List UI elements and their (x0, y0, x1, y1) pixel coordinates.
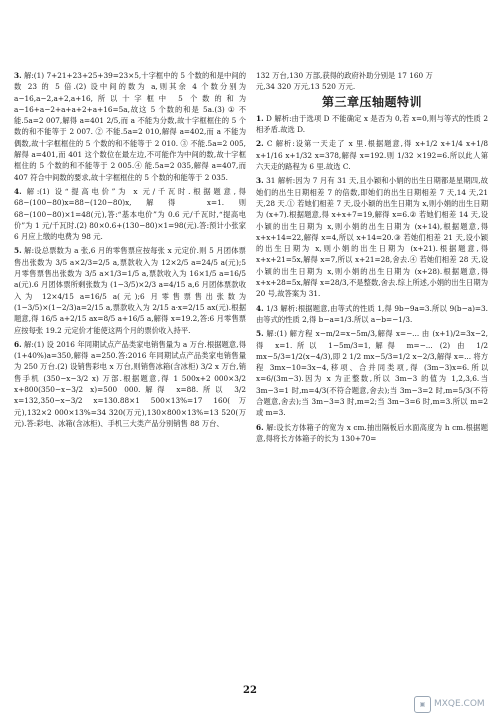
right-answer-3 (256, 175, 488, 299)
page-number: 22 (243, 685, 257, 696)
watermark-logo-icon: ▣ (414, 696, 431, 713)
left-answer-list (14, 70, 246, 432)
right-answer-6 (256, 422, 488, 445)
answer-text: 解:设总票数为 a 张,6 月的零售票应按每张 x 元定价.则 5 月团体票售出张数为 3/5 a×2/3=2/5 a,票款收入为 12×2/5 a=24/5 a(元);5 月零售票售出张数为 3/5 a×1/3=1/5 a,票款收入为 16×1/5 a=16/5 a(元).6 月团体票所剩张数为 (1−3/5)×2/3 a=4/15 a,6 月团体票款收入为 12×4/15 a=16/5 a(元);6 月零售票售出张数为 (1−3/5)×(1−2/3)a=2/15 a,票款收入为 2/15 a·x=2/15 ax(元).根据题意,得 16/5 a+2/15 ax=8/5 a+16/5 a,解得 x=19.2,答:6 月零售票应按每张 19.2 元定价才能使这两个月的票价收入持平. (14, 246, 246, 335)
spacer (256, 444, 488, 447)
right-answer-4 (256, 303, 488, 326)
answer-number: 4. (14, 186, 22, 196)
spacer (14, 429, 246, 432)
answer-text: 解:(1) 设 2016 年同期试点产品类家电销售量为 a 万台.根据题意,得 (1+40%)a=350,解得 a=250.答:2016 年同期试点产品类家电销售量为 250 万台.(2) 设销售彩电 x 万台,则销售冰箱(含冰柜) 3/2 x 万台,销售手机 (350−x−3/2 x) 万部.根据题意,得 1 500x+2 000×3/2 x+800(350−x−3/2 x)=500 000.解得 x=88.所以 3/2 x=132,350−x−3/2 x=130.88×1 500×13%=17 160(万元),132×2 000×13%=34 320(万元),130×800×13%=13 520(万元).答:彩电、冰箱(含冰柜)、手机三大类产品分别销售 88 万台、 (14, 339, 246, 428)
right-answer-2 (256, 138, 488, 172)
answer-number: 6. (256, 422, 264, 432)
answer-text: 解:(1) 设“提高电价”为 x 元/千瓦时.根据题意,得 68−(100−80)x=88−(120−80)x,解得 x=1.则 68−(100−80)×1=48(元),答:“基本电价”为 0.6 元/千瓦时,“提高电价”为 1 元/千瓦时.(2) 80×0.6+(130−80)×1=98(元).答:预计小张家 6 月应上缴的电费为 98 元. (14, 186, 246, 242)
left-answer-2 (14, 186, 246, 242)
answer-number: 2. (256, 139, 264, 149)
watermark (414, 694, 492, 714)
answer-text: 解:(1) 解方程 x−m/2=x−5m/3,解得 x=−... 由 (x+1)/2=3x−2,得 x=1.所以 1−5m/3=1,解得 m=−... (2) 由 1/2 mx−5/3=1/2(x−4/3),即 2 1/2 mx−5/3=1/2 x−2/3,解得 x=... 将方程 3mx−10=3x−4,移项、合并同类项,得 (3m−3)x=6.所以 x=6/(3m−3).因为 x 为正整数,所以 3m−3 的值为 1,2,3,6.当 3m−3=1 时,m=4/3(不符合题意,舍去);当 3m−3=2 时,m=5/3(不符合题意,舍去);当 3m−3=3 时,m=2;当 3m−3=6 时,m=3.所以 m=2 或 m=3. (256, 329, 488, 418)
answer-text: C 解析:设第一天走了 x 里.根据题意,得 x+1/2 x+1/4 x+1/8 x+1/16 x+1/32 x=378,解得 x=192.则 1/32 ×192=6.所以此人第六天走的路程为 6 里.故选 C. (256, 139, 488, 172)
right-column (256, 70, 488, 447)
chapter-title: 第三章压轴题特训 (321, 94, 422, 109)
right-answer-list (256, 113, 488, 447)
answer-text: 解:设长方体箱子的宽为 x cm.抽出隔板后水面高度为 h cm.根据题意,得将长方体箱子的长为 130+70= (256, 422, 488, 443)
right-top-line-1: 132 万台,130 万部,获得的政府补助分别是 17 160 万 (256, 71, 433, 80)
left-answer-4 (14, 339, 246, 429)
answer-number: 3. (14, 71, 22, 80)
left-column (14, 70, 246, 432)
right-answer-1 (256, 113, 488, 136)
answer-text: D 解析:由于选项 D 不能确定 x 是否为 0,若 x=0,则与等式的性质 2 相矛盾.故选 D. (256, 113, 488, 135)
left-answer-1 (14, 70, 246, 183)
right-top-line-2: 元,34 320 万元,13 520 万元. (256, 82, 356, 92)
answer-number: 6. (14, 339, 22, 349)
answer-number: 3. (256, 176, 264, 186)
right-answer-5 (256, 328, 488, 418)
answer-text: 1/3 解析:根据题意,由等式的性质 1,得 9b−9a=3.所以 9(b−a)=3.由等式的性质 2,得 b−a=1/3.所以 a−b=−1/3. (256, 303, 488, 324)
left-answer-3 (14, 245, 246, 335)
answer-number: 4. (256, 303, 264, 313)
answer-number: 5. (256, 329, 264, 339)
answer-number: 5. (14, 246, 22, 256)
answer-text: 31 解析:因为 7 月有 31 天,且小颖和小娟的出生日期都是星期四,故她们的出生日期相差 7 的倍数,即她们的出生日期相差 7 天,14 天,21 天,28 天.① 若她们相差 7 天,设小颖的出生日期为 x,则小娟的出生日期为 (x+7).根据题意,得 x+x+7=19,解得 x=6.② 若她们相差 14 天,设小颖的出生日期为 x,则小娟的出生日期为 (x+14),根据题意,得 x+x+14=22,解得 x=4,所以 x+14=20.③ 若她们相差 21 天,设小颖的出生日期为 x,则小娟的出生日期为 (x+21).根据题意,得 x+x+21=5x,解得 x=7,所以 x+21=28,舍去.④ 若她们相差 28 天,设小颖的出生日期为 x,则小娟的出生日期为 (x+28).根据题意,得 x+x+28=5x,解得 x=28/3,不是整数,舍去.综上所述,小娟的出生日期为 20 号,故答案为 31. (256, 176, 488, 299)
answer-number: 1. (256, 113, 264, 123)
answer-text: 解:(1) 7+21+23+25+39=23×5,十字框中的 5 个数的和是中间的数 23 的 5 倍.(2) 设中间的数为 a,则其余 4 个数分别为 a−16,a−2,a+2,a+16,所以十字框中 5 个数的和为 a−16+a−2+a+a+2+a+16=5a,故这 5 个数的和是 5a.(3) ① 不能.5a=2 007,解得 a=401 2/5,而 a 不能为分数,故十字框框住的 5 个数的和不能等于 2 007. ② 不能.5a=2 010,解得 a=402,而 a 不能为偶数,故十字框框住的 5 个数的和不能等于 2 010. ③ 不能.5a=2 005,解得 a=401,而 401 这个数位在最左边,不可能作为中间的数,故十字框框住的 5 个数的和不能等于 2 005.④ 能.5a=2 035,解得 a=407,而 407 符合中间数的要求,故十字框框住的 5 个数的和能等于 2 035. (14, 71, 247, 182)
watermark-text: MXQE.COM (434, 699, 485, 709)
